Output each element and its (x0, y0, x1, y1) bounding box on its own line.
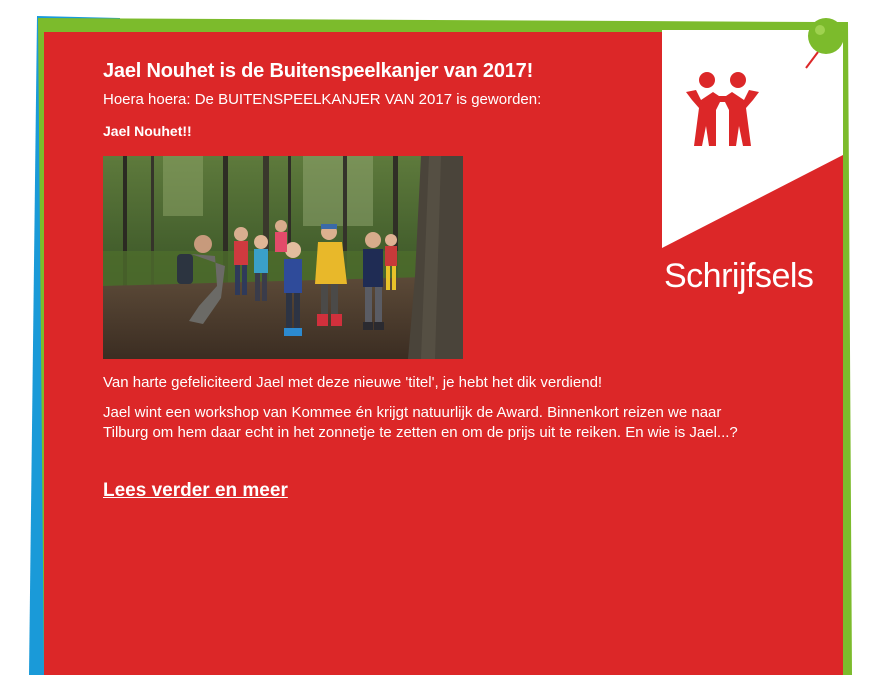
read-more-link[interactable]: Lees verder en meer (103, 480, 288, 501)
winner-name: Jael Nouhet!! (103, 123, 192, 139)
prize-text: Jael wint een workshop van Kommee én krijgt natuurlijk de Award. Binnenkort reizen we naar Tilburg om hem daar echt in het zonnetje te zetten en om de prijs uit te reiken. En wie is Jael...? (103, 404, 738, 441)
green-pushpin-icon (808, 18, 844, 54)
section-label-schrijfsels: Schrijfsels (664, 257, 814, 295)
article-intro: Hoera hoera: De BUITENSPEELKANJER VAN 2017 is geworden: (103, 91, 542, 108)
article-content (103, 58, 753, 503)
article-headline: Jael Nouhet is de Buitenspeelkanjer van 2017! (103, 60, 534, 82)
forest-children-photo (103, 156, 463, 359)
article-photo (103, 156, 463, 359)
congratulations-text: Van harte gefeliciteerd Jael met deze nieuwe 'titel', je hebt het dik verdiend! (103, 374, 603, 391)
